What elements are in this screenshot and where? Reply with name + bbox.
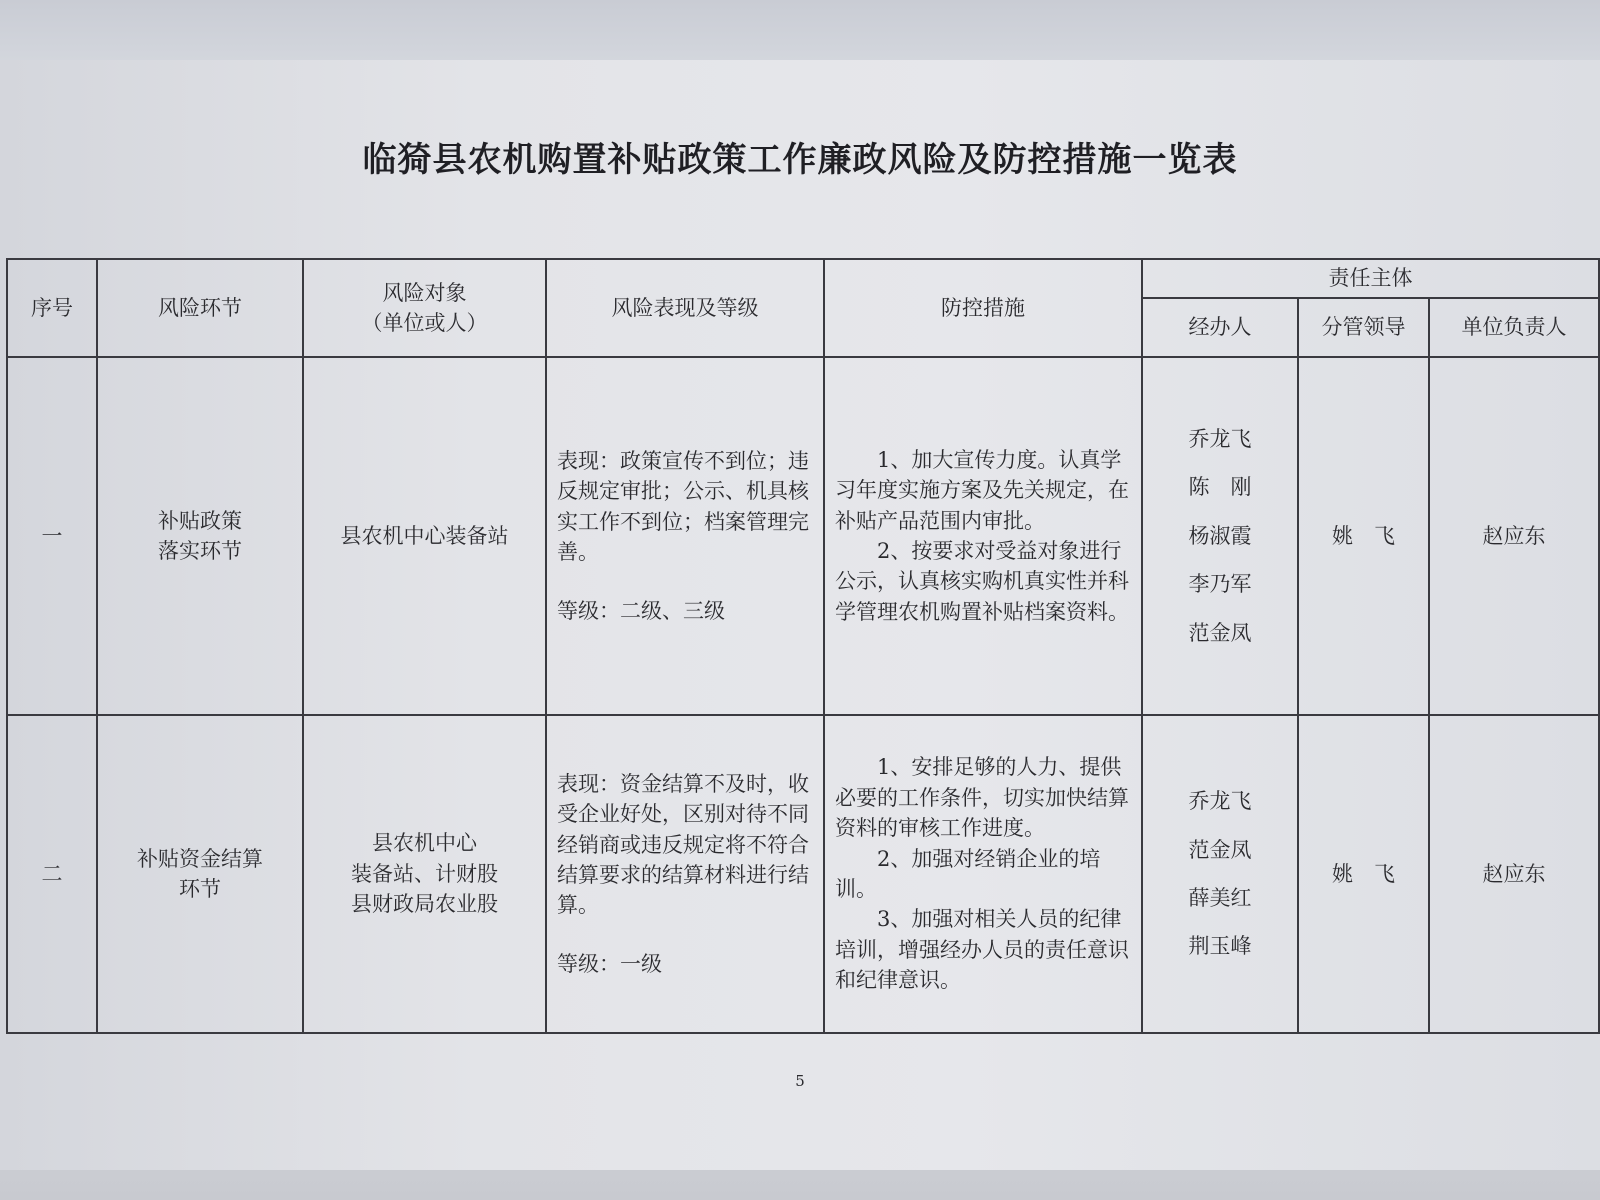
measure-item: 2、按要求对受益对象进行公示，认真核实购机真实性并科学管理农机购置补贴档案资料。 — [835, 539, 1129, 624]
row-handlers — [1142, 357, 1298, 715]
risk-description: 表现：资金结算不及时，收受企业好处，区别对待不同经销商或违反规定将不符合结算要求的结算材料进行结算。 — [557, 771, 809, 918]
header-risk: 风险表现及等级 — [546, 259, 824, 357]
page-title: 临猗县农机购置补贴政策工作廉政风险及防控措施一览表 — [362, 140, 1238, 180]
measure-item: 2、加强对经销企业的培训。 — [835, 846, 1101, 901]
row-head: 赵应东 — [1429, 357, 1599, 715]
page-number: 5 — [795, 1072, 805, 1090]
handler-name: 荆玉峰 — [1188, 934, 1252, 959]
handler-name: 乔龙飞 — [1188, 426, 1252, 451]
handler-name: 陈 刚 — [1188, 475, 1252, 500]
handler-name: 乔龙飞 — [1188, 789, 1252, 814]
bleed-through-text — [520, 1140, 1520, 1200]
row-measures — [824, 715, 1142, 1033]
row-target — [303, 715, 546, 1033]
header-row-1 — [7, 259, 1599, 298]
row-stage-line1: 补贴政策 — [158, 508, 242, 533]
row-stage — [97, 357, 303, 715]
header-handler: 经办人 — [1142, 298, 1298, 357]
row-measures — [824, 357, 1142, 715]
row-seq: 一 — [7, 357, 97, 715]
header-target — [303, 259, 546, 357]
measure-item: 1、加大宣传力度。认真学习年度实施方案及先关规定，在补贴产品范围内审批。 — [835, 447, 1129, 533]
risk-table — [6, 258, 1600, 1034]
measure-item: 1、安排足够的人力、提供必要的工作条件，切实加快结算资料的审核工作进度。 — [835, 755, 1129, 841]
row-risk — [546, 357, 824, 715]
row-target-line1: 县农机中心装备站 — [340, 523, 509, 548]
table-row — [7, 357, 1599, 715]
row-stage-line1: 补贴资金结算 — [137, 846, 263, 871]
handler-name: 范金凤 — [1188, 620, 1252, 645]
row-head: 赵应东 — [1429, 715, 1599, 1033]
row-seq: 二 — [7, 715, 97, 1033]
row-stage-line2: 落实环节 — [158, 539, 242, 563]
risk-description: 表现：政策宣传不到位；违反规定审批；公示、机具核实工作不到位；档案管理完善。 — [557, 448, 809, 565]
row-handlers — [1142, 715, 1298, 1033]
row-risk — [546, 715, 824, 1033]
header-measures: 防控措施 — [824, 259, 1142, 357]
handler-name: 李乃军 — [1188, 572, 1252, 597]
risk-level: 等级：一级 — [557, 951, 662, 976]
row-target — [303, 357, 546, 715]
handler-name: 杨淑霞 — [1188, 523, 1252, 548]
row-target-line2: 装备站、计财股 — [351, 861, 498, 886]
row-leader: 姚 飞 — [1298, 715, 1429, 1033]
header-stage: 风险环节 — [97, 259, 303, 357]
header-head: 单位负责人 — [1429, 298, 1599, 357]
header-seq: 序号 — [7, 259, 97, 357]
header-responsible: 责任主体 — [1142, 259, 1599, 298]
header-target-line1: 风险对象 — [382, 280, 467, 305]
row-stage-line2: 环节 — [179, 877, 221, 901]
row-target-line3: 县财政局农业股 — [351, 892, 498, 917]
row-target-line1: 县农机中心 — [372, 831, 477, 856]
header-leader: 分管领导 — [1298, 298, 1429, 357]
header-target-line2: （单位或人） — [361, 311, 488, 335]
row-stage — [97, 715, 303, 1033]
handler-name: 薛美红 — [1188, 886, 1252, 910]
risk-level: 等级：二级、三级 — [557, 598, 725, 623]
table-row — [7, 715, 1599, 1033]
measure-item: 3、加强对相关人员的纪律培训，增强经办人员的责任意识和纪律意识。 — [835, 907, 1129, 993]
row-leader: 姚 飞 — [1298, 357, 1429, 715]
handler-name: 范金凤 — [1188, 837, 1252, 862]
